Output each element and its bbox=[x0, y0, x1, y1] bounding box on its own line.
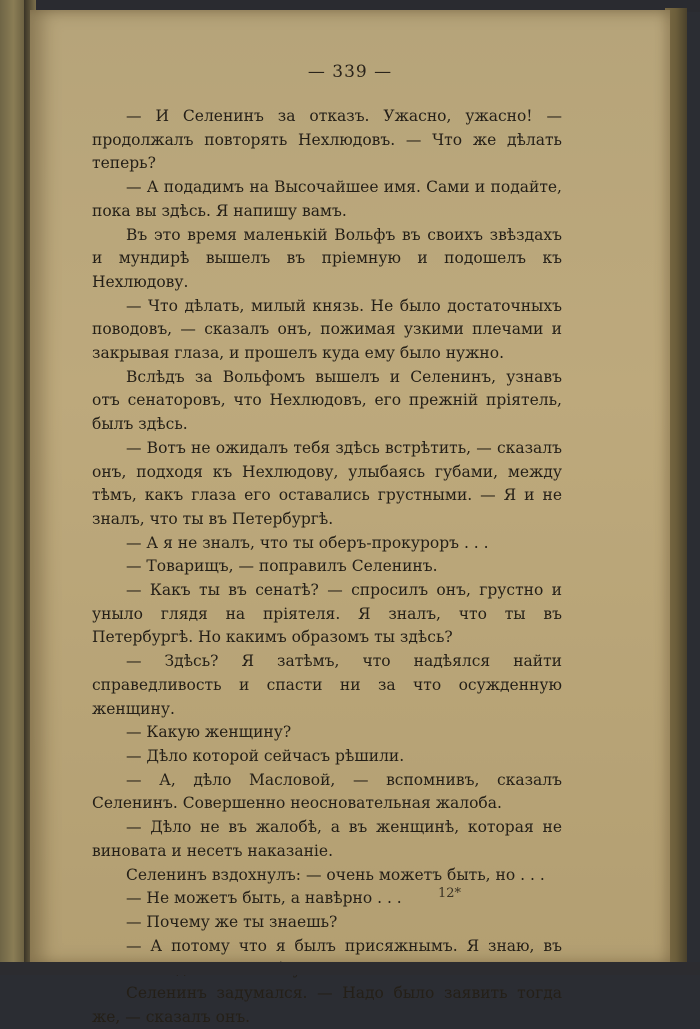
paragraph: — Почему же ты знаешь? bbox=[126, 912, 338, 931]
paragraph: — Не можетъ быть, а навѣрно . . . bbox=[126, 889, 402, 908]
paragraph: — И Селенинъ за отказъ. Ужасно, ужасно! — продолжалъ повторять Нехлюдовъ. — Что же дѣлать теперь? bbox=[92, 107, 562, 173]
paragraph: — А подадимъ на Высочайшее имя. Сами и подайте, пока вы здѣсь. Я напишу вамъ. bbox=[92, 178, 562, 220]
book-page bbox=[30, 10, 670, 1026]
signature-mark: 12* bbox=[438, 886, 462, 901]
paragraph: — А потому что я былъ присяжнымъ. Я знаю, въ bbox=[126, 936, 562, 955]
paragraph: — А, дѣло Масловой, — вспомнивъ, сказалъ Селенинъ. Совершенно неосновательная жалоба. bbox=[92, 770, 562, 813]
paragraph: — Дѣло которой сейчасъ рѣшили. bbox=[126, 746, 405, 765]
paragraph: — А я не зналъ, что ты оберъ-прокуроръ . . . bbox=[126, 533, 489, 552]
paragraph: — Дѣло не въ жалобѣ, а въ женщинѣ, которая не виновата и несетъ наказаніе. bbox=[92, 818, 562, 860]
book-bottom-edge bbox=[0, 962, 700, 975]
paragraph: — Товарищъ, — поправилъ Селенинъ. bbox=[126, 557, 438, 576]
paragraph: Селенинъ вздохнулъ: — очень можетъ быть, но . . . bbox=[126, 865, 545, 884]
paragraph: — Какую женщину? bbox=[126, 723, 292, 742]
page-text bbox=[92, 105, 562, 1029]
paragraph: Вслѣдъ за Вольфомъ вышелъ и Селенинъ, узнавъ отъ сенаторовъ, что Нехлюдовъ, его прежній пріятель, былъ здѣсь. bbox=[92, 367, 562, 434]
paragraph: — Здѣсь? Я затѣмъ, что надѣялся найти справедливость и спасти ни за что осужденную женщину. bbox=[92, 652, 562, 718]
paragraph: Селенинъ задумался. — Надо было заявить тогда же, — сказалъ онъ. bbox=[92, 984, 562, 1026]
paragraph: — Вотъ не ожидалъ тебя здѣсь встрѣтить, — сказалъ онъ, подходя къ Нехлюдову, улыбаясь губами, между тѣмъ, какъ глаза его оставались грустными. — Я и не зналъ, что ты въ Петербургѣ. bbox=[92, 438, 562, 528]
paragraph: Въ это время маленькій Вольфъ въ своихъ звѣздахъ и мундирѣ вышелъ въ пріемную и подошелъ къ Нехлюдову. bbox=[92, 225, 562, 291]
paragraph: — Какъ ты въ сенатѣ? — спросилъ онъ, грустно и уныло глядя на пріятеля. Я зналъ, что ты въ Петербургѣ. Но какимъ образомъ ты здѣсь? bbox=[92, 581, 562, 647]
paragraph: — Что дѣлать, милый князь. Не было достаточныхъ поводовъ, — сказалъ онъ, пожимая узкими плечами и закрывая глаза, и прошелъ куда ему было нужно. bbox=[92, 296, 562, 363]
page-number: — 339 — bbox=[307, 62, 393, 82]
